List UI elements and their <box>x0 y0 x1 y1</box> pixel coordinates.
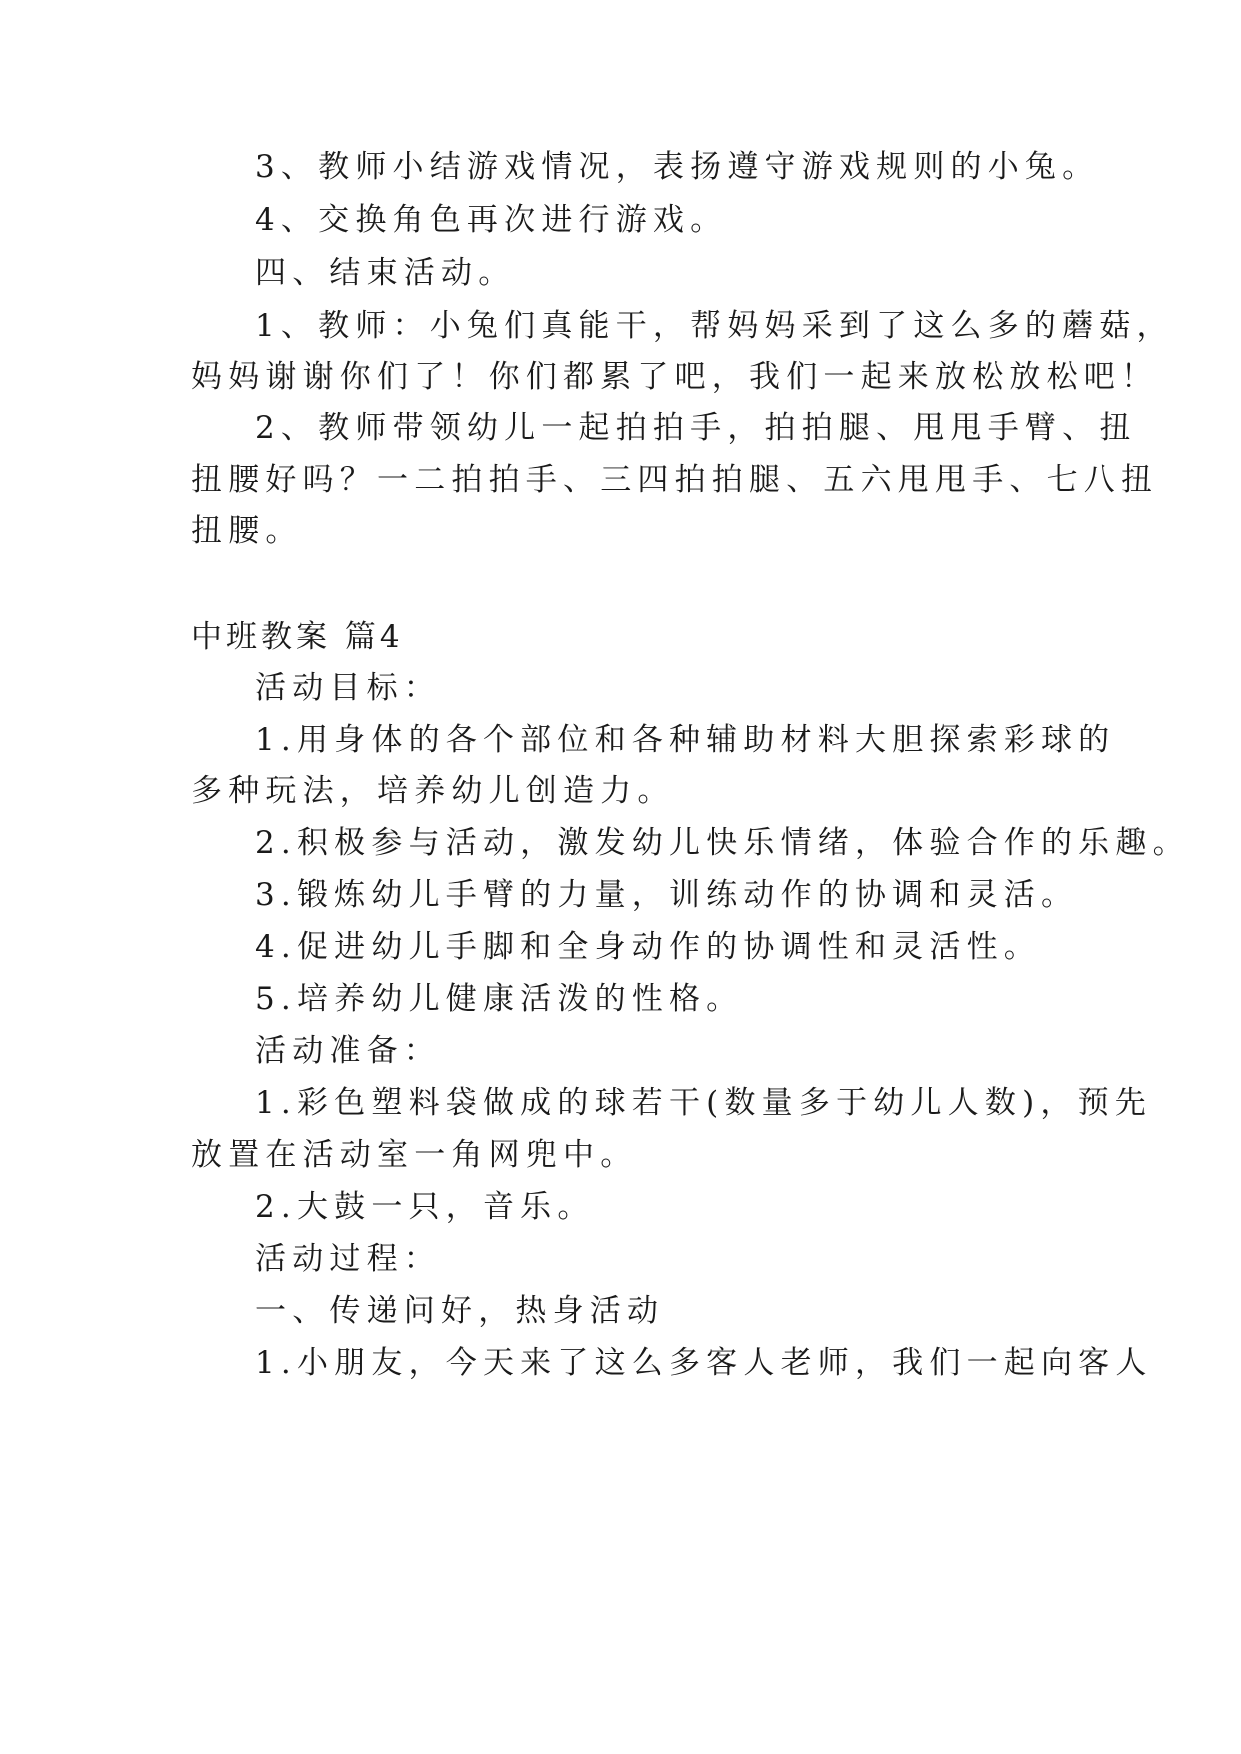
paragraph-line: 2.积极参与活动，激发幼儿快乐情绪，体验合作的乐趣。 <box>255 825 1190 861</box>
paragraph-line: 1、教师：小兔们真能干，帮妈妈采到了这么多的蘑菇， <box>255 308 1174 344</box>
section-heading: 活动过程： <box>255 1241 441 1277</box>
paragraph-line: 4、交换角色再次进行游戏。 <box>255 202 728 238</box>
section-heading: 活动准备： <box>255 1033 441 1069</box>
paragraph-line: 扭腰。 <box>191 513 303 549</box>
paragraph-line: 3、教师小结游戏情况，表扬遵守游戏规则的小兔。 <box>255 149 1100 185</box>
paragraph-line: 4.促进幼儿手脚和全身动作的协调性和灵活性。 <box>255 929 1041 965</box>
paragraph-line: 1.用身体的各个部位和各种辅助材料大胆探索彩球的 <box>255 722 1116 758</box>
paragraph-line: 妈妈谢谢你们了！你们都累了吧，我们一起来放松放松吧！ <box>191 359 1159 395</box>
paragraph-line: 放置在活动室一角网兜中。 <box>191 1137 638 1173</box>
paragraph-line: 2、教师带领幼儿一起拍拍手，拍拍腿、甩甩手臂、扭 <box>255 410 1137 446</box>
paragraph-line: 3.锻炼幼儿手臂的力量，训练动作的协调和灵活。 <box>255 877 1079 913</box>
lesson-title: 中班教案 篇4 <box>191 619 404 655</box>
paragraph-line: 2.大鼓一只，音乐。 <box>255 1189 595 1225</box>
section-heading: 一、传递问好，热身活动 <box>255 1293 665 1329</box>
section-heading: 四、结束活动。 <box>255 255 516 291</box>
section-heading: 活动目标： <box>255 670 441 706</box>
paragraph-line: 多种玩法，培养幼儿创造力。 <box>191 773 675 809</box>
paragraph-line: 1.彩色塑料袋做成的球若干(数量多于幼儿人数)，预先 <box>255 1085 1152 1121</box>
paragraph-line: 1.小朋友，今天来了这么多客人老师，我们一起向客人 <box>255 1345 1153 1381</box>
paragraph-line: 5.培养幼儿健康活泼的性格。 <box>255 981 744 1017</box>
paragraph-line: 扭腰好吗？一二拍拍手、三四拍拍腿、五六甩甩手、七八扭 <box>191 462 1159 498</box>
